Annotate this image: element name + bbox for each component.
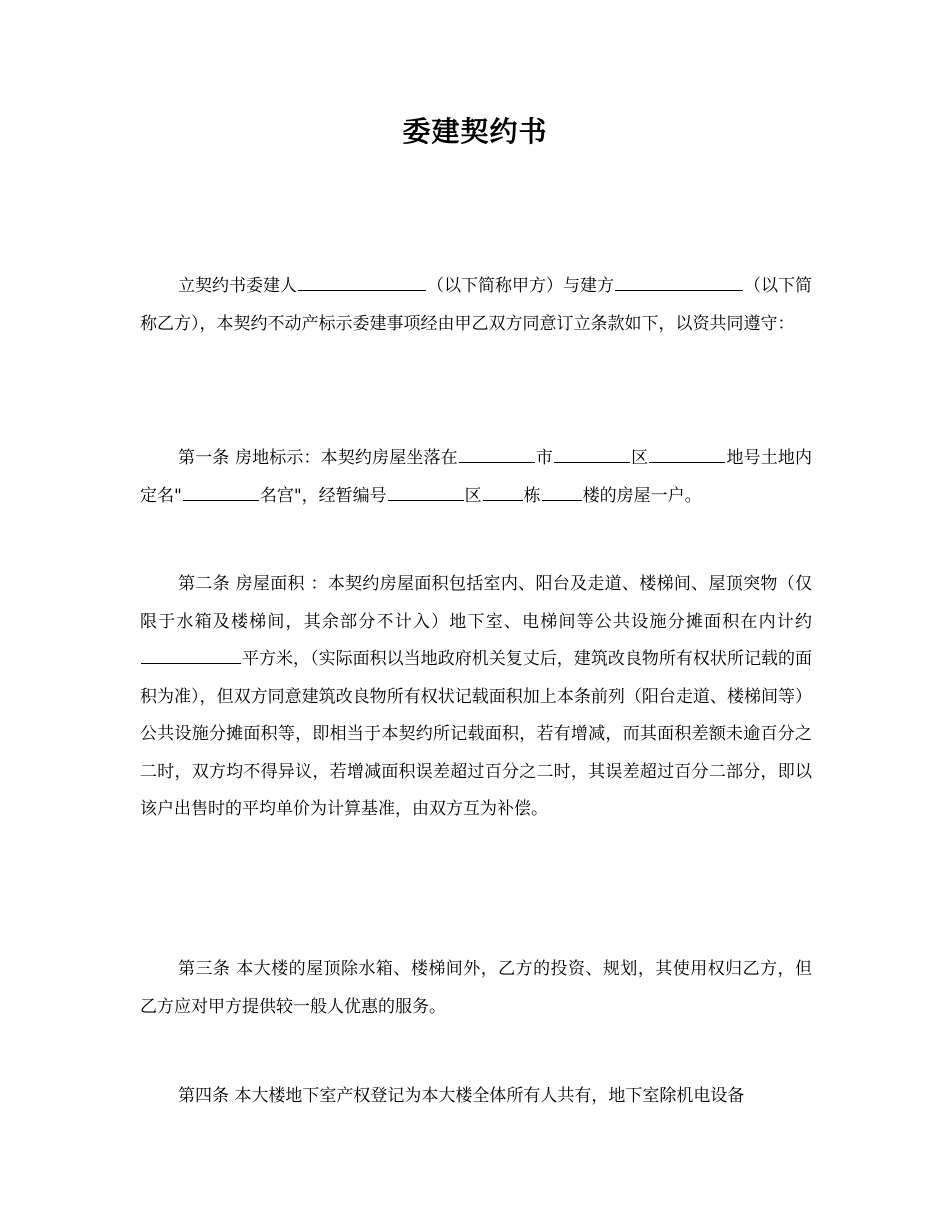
lot-number-blank[interactable] [649, 444, 725, 463]
document-title: 委建契约书 [402, 115, 548, 148]
article-2-text-2: 平方米，（实际面积以当地政府机关复丈后，建筑改良物所有权状所记载的面积为准），但双方同意建筑改良物所有权状记载面积加上本条前列（阳台走道、楼梯间等）公共设施分摊面积等，即相当于本契约所记载面积，若有增减，而其面积差额未逾百分之二时，双方均不得异议，若增减面积误差超过百分之二时，其误差超过百分二部分，即以该户出售时的平均单价为计算基准，由双方互为补偿。 [140, 649, 812, 819]
building-name-blank[interactable] [183, 482, 259, 501]
article-1-text-1: 第一条 房地标示：本契约房屋坐落在 [178, 448, 458, 468]
article-1-paragraph [140, 440, 812, 515]
building-number-blank[interactable] [483, 482, 523, 501]
intro-text-1: 立契约书委建人 [178, 276, 297, 296]
article-1-text-7: 栋 [523, 485, 541, 506]
intro-paragraph [140, 268, 812, 343]
temp-district-blank[interactable] [388, 482, 464, 501]
article-1-text-8: 楼的房屋一户。 [582, 485, 702, 506]
district-blank[interactable] [554, 444, 630, 463]
floor-number-blank[interactable] [542, 482, 582, 501]
article-1-text-5: 名宫"，经暂编号 [259, 485, 387, 506]
article-1-text-6: 区 [464, 485, 482, 506]
article-1-text-3: 区 [631, 448, 649, 468]
article-3-paragraph: 第三条 本大楼的屋顶除水箱、楼梯间外，乙方的投资、规划，其使用权归乙方，但乙方应对甲方提供较一般人优惠的服务。 [140, 959, 812, 1017]
intro-text-3: （以下简称乙方），本契约不动产标示委建事项经由甲乙双方同意订立条款如下，以资共同遵守： [140, 276, 812, 334]
area-blank[interactable] [141, 645, 241, 664]
article-1-text-2: 市 [535, 448, 554, 468]
article-2-text-1: 第二条 房屋面积 ：本契约房屋面积包括室内、阳台及走道、楼梯间、屋顶突物（仅限于水箱及楼梯间，其余部分不计入）地下室、电梯间等公共设施分摊面积在内计约 [140, 574, 812, 632]
client-name-blank[interactable] [298, 272, 426, 291]
article-4-paragraph: 第四条 本大楼地下室产权登记为本大楼全体所有人共有，地下室除机电设备 [178, 1086, 745, 1106]
article-2-paragraph [140, 566, 812, 829]
city-blank[interactable] [459, 444, 535, 463]
article-1-text-4: 地号土地内定名" [140, 448, 813, 506]
intro-text-2: （以下简称甲方）与建方 [427, 276, 614, 296]
builder-name-blank[interactable] [615, 272, 743, 291]
